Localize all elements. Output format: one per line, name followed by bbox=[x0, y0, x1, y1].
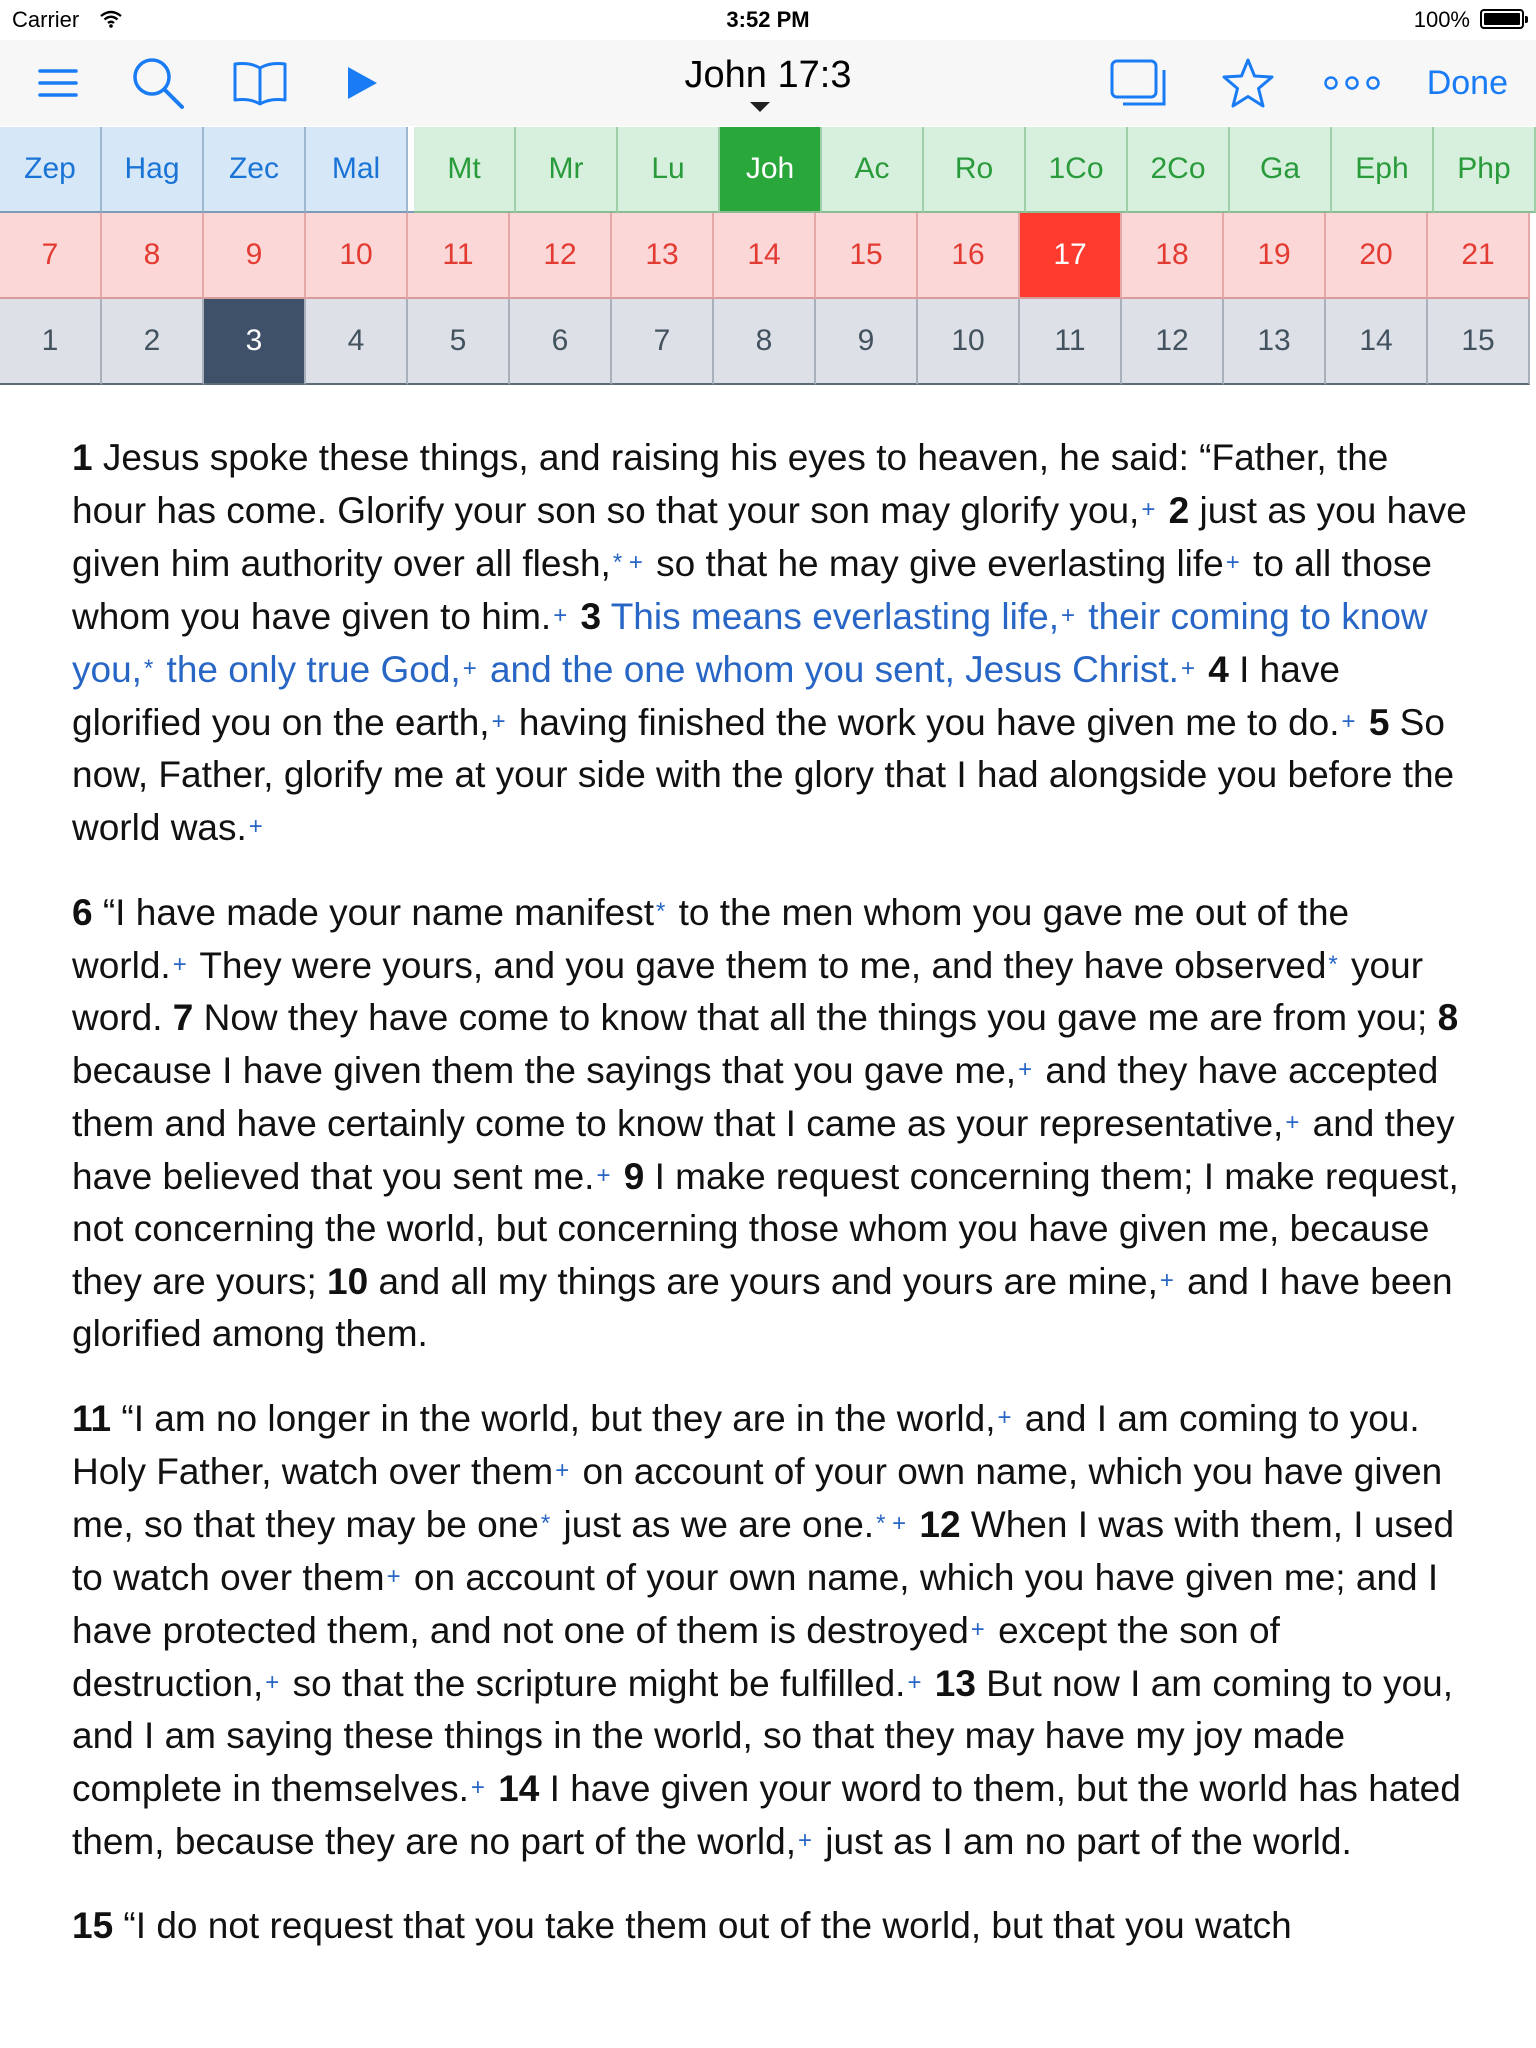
verse-text: “I do not request that you take them out of the world, but that you watch bbox=[113, 1905, 1292, 1946]
scripture-paragraph bbox=[72, 1392, 1472, 1868]
verse-text: your word. bbox=[72, 945, 1424, 1038]
verse-number[interactable]: 5 bbox=[1368, 702, 1390, 743]
cross-reference-marker[interactable]: + bbox=[1018, 1056, 1033, 1083]
book-tab-joh[interactable]: Joh bbox=[720, 127, 822, 213]
cross-reference-marker[interactable]: + bbox=[1225, 549, 1240, 576]
cross-reference-marker[interactable]: + bbox=[1141, 496, 1156, 523]
highlighted-verse-text[interactable]: the only true God, bbox=[156, 649, 461, 690]
chapter-tab[interactable]: 16 bbox=[918, 213, 1020, 299]
verse-text bbox=[924, 1663, 934, 1704]
verse-number[interactable]: 12 bbox=[919, 1504, 961, 1545]
footnote-marker[interactable]: * + bbox=[612, 549, 643, 576]
highlighted-verse-text[interactable]: This means everlasting life, bbox=[601, 596, 1059, 637]
verse-text: to all those whom you have given to him. bbox=[72, 543, 1433, 637]
chapter-tab[interactable]: 15 bbox=[816, 213, 918, 299]
cross-reference-marker[interactable]: + bbox=[248, 813, 263, 840]
scripture-paragraph bbox=[72, 886, 1472, 1360]
clock: 3:52 PM bbox=[726, 7, 810, 32]
chapter-tab-active[interactable]: 17 bbox=[1020, 213, 1122, 299]
verse-tab[interactable]: 2 bbox=[102, 299, 204, 385]
verse-text: I make request concerning them; I make request, not concerning the world, but concerning those whom you have given me, because they are yours; bbox=[72, 1156, 1459, 1302]
chapter-tab[interactable]: 11 bbox=[408, 213, 510, 299]
verse-text: on account of your own name, which you have given me, so that they may be one bbox=[72, 1451, 1443, 1545]
verse-number[interactable]: 15 bbox=[72, 1905, 114, 1946]
window-icon[interactable] bbox=[1108, 58, 1168, 108]
verse-tab[interactable]: 14 bbox=[1326, 299, 1428, 385]
highlighted-verse-text[interactable]: their coming to know you, bbox=[72, 596, 1428, 690]
book-tab-php[interactable]: Php bbox=[1434, 127, 1536, 213]
cross-reference-marker[interactable]: + bbox=[1285, 1109, 1300, 1136]
verse-text: because I have given them the sayings that you gave me, bbox=[72, 1050, 1017, 1091]
cross-reference-marker[interactable]: + bbox=[997, 1404, 1012, 1431]
verse-text: So now, Father, glorify me at your side with the glory that I had alongside you before the world was. bbox=[72, 702, 1455, 848]
cross-reference-marker[interactable]: + bbox=[555, 1457, 570, 1484]
chevron-down-icon[interactable] bbox=[750, 102, 770, 112]
book-tab-ga[interactable]: Ga bbox=[1230, 127, 1332, 213]
cross-reference-marker[interactable]: + bbox=[797, 1827, 812, 1854]
verse-text: But now I am coming to you, and I am saying these things in the world, so that they may have my joy made complete in themselves. bbox=[72, 1663, 1454, 1809]
book-tab-ro[interactable]: Ro bbox=[924, 127, 1026, 213]
verse-tab[interactable]: 8 bbox=[714, 299, 816, 385]
verse-tab[interactable]: 6 bbox=[510, 299, 612, 385]
verse-text bbox=[488, 1768, 498, 1809]
verse-text bbox=[1359, 702, 1369, 743]
chapter-tab[interactable]: 10 bbox=[306, 213, 408, 299]
cross-reference-marker[interactable]: + bbox=[1061, 602, 1076, 629]
chapter-tab[interactable]: 14 bbox=[714, 213, 816, 299]
star-icon[interactable] bbox=[1218, 58, 1278, 108]
cross-reference-marker[interactable]: + bbox=[1180, 655, 1195, 682]
book-tab-ac[interactable]: Ac bbox=[822, 127, 924, 213]
verse-number[interactable]: 14 bbox=[498, 1768, 540, 1809]
verse-text bbox=[909, 1504, 919, 1545]
verse-number[interactable]: 8 bbox=[1437, 997, 1459, 1038]
footnote-marker[interactable]: * bbox=[540, 1510, 551, 1537]
verse-text: and I am coming to you. Holy Father, watch over them bbox=[72, 1398, 1420, 1492]
book-tab-mt[interactable]: Mt bbox=[414, 127, 516, 213]
chapter-tab[interactable]: 7 bbox=[0, 213, 102, 299]
verse-number[interactable]: 7 bbox=[172, 997, 194, 1038]
scripture-paragraph bbox=[72, 1900, 1472, 1952]
verse-text: and they have believed that you sent me. bbox=[72, 1103, 1455, 1197]
book-tab-mal[interactable]: Mal bbox=[306, 127, 408, 213]
verse-number[interactable]: 2 bbox=[1168, 490, 1190, 531]
verse-text: on account of your own name, which you have given me; and I have protected them, and not one of them is destroyed bbox=[72, 1557, 1439, 1651]
cross-reference-marker[interactable]: + bbox=[596, 1162, 611, 1189]
book-tab-lu[interactable]: Lu bbox=[618, 127, 720, 213]
verse-text: and all my things are yours and yours are mine, bbox=[368, 1261, 1158, 1302]
verse-tab[interactable]: 13 bbox=[1224, 299, 1326, 385]
verse-text: so that the scripture might be fulfilled. bbox=[282, 1663, 906, 1704]
cross-reference-marker[interactable]: + bbox=[265, 1669, 280, 1696]
verse-tab[interactable]: 1 bbox=[0, 299, 102, 385]
cross-reference-marker[interactable]: + bbox=[553, 602, 568, 629]
cross-reference-marker[interactable]: + bbox=[907, 1669, 922, 1696]
verse-text: just as you have given him authority over all flesh, bbox=[72, 490, 1467, 584]
verse-number[interactable]: 11 bbox=[72, 1398, 112, 1439]
verse-text: so that he may give everlasting life bbox=[645, 543, 1224, 584]
footnote-marker[interactable]: * bbox=[143, 655, 154, 682]
book-tab-2co[interactable]: 2Co bbox=[1128, 127, 1230, 213]
battery-percent: 100% bbox=[1413, 7, 1470, 32]
cross-reference-marker[interactable]: + bbox=[1341, 708, 1356, 735]
verse-text: to the men whom you gave me out of the world. bbox=[72, 892, 1350, 986]
verse-text bbox=[1198, 649, 1208, 690]
verse-text: Jesus spoke these things, and raising his eyes to heaven, he said: “Father, the hour has come. Glorify your son so that your son may glorify you, bbox=[72, 437, 1389, 531]
cross-reference-marker[interactable]: + bbox=[172, 951, 187, 978]
cross-reference-marker[interactable]: + bbox=[462, 655, 477, 682]
scripture-paragraph bbox=[72, 432, 1472, 854]
verse-tab[interactable]: 9 bbox=[816, 299, 918, 385]
verse-tab[interactable]: 10 bbox=[918, 299, 1020, 385]
done-button[interactable]: Done bbox=[1426, 64, 1508, 102]
verse-number[interactable]: 1 bbox=[72, 437, 93, 478]
cross-reference-marker[interactable]: + bbox=[970, 1616, 985, 1643]
book-tab-zep[interactable]: Zep bbox=[0, 127, 102, 213]
highlighted-verse-text[interactable]: and the one whom you sent, Jesus Christ. bbox=[479, 649, 1179, 690]
verse-text bbox=[613, 1156, 623, 1197]
verse-tab[interactable]: 5 bbox=[408, 299, 510, 385]
verse-text: I have given your word to them, but the world has hated them, because they are no part of the world, bbox=[72, 1768, 1461, 1862]
verse-text: I have glorified you on the earth, bbox=[72, 649, 1340, 743]
footnote-marker[interactable]: * bbox=[1328, 951, 1338, 978]
footnote-marker[interactable]: * bbox=[656, 898, 666, 925]
chapter-tab[interactable]: 13 bbox=[612, 213, 714, 299]
chapter-tab[interactable]: 12 bbox=[510, 213, 612, 299]
verse-text: just as we are one. bbox=[553, 1504, 875, 1545]
verse-number[interactable]: 6 bbox=[72, 892, 93, 933]
verse-text: They were yours, and you gave them to me, and they have observed bbox=[189, 945, 1327, 986]
verse-text: just as I am no part of the world. bbox=[815, 1821, 1352, 1862]
verse-text: and I have been glorified among them. bbox=[72, 1261, 1453, 1354]
cross-reference-marker[interactable]: + bbox=[470, 1774, 485, 1801]
verse-tab[interactable]: 11 bbox=[1020, 299, 1122, 385]
verse-tab[interactable]: 7 bbox=[612, 299, 714, 385]
verse-text: and they have accepted them and have certainly come to know that I came as your representative, bbox=[72, 1050, 1439, 1144]
verse-number[interactable]: 13 bbox=[934, 1663, 976, 1704]
page-title[interactable]: John 17:3 bbox=[684, 54, 852, 96]
verse-tab-active[interactable]: 3 bbox=[204, 299, 306, 385]
verse-text: “I have made your name manifest bbox=[92, 892, 655, 933]
chapter-tab[interactable]: 9 bbox=[204, 213, 306, 299]
verse-text: having finished the work you have given me to do. bbox=[508, 702, 1340, 743]
status-bar bbox=[0, 0, 1536, 40]
more-icon[interactable] bbox=[1322, 58, 1382, 108]
chapter-tabs bbox=[0, 213, 1536, 299]
verse-tab[interactable]: 4 bbox=[306, 299, 408, 385]
book-tab-zec[interactable]: Zec bbox=[204, 127, 306, 213]
book-tab-eph[interactable]: Eph bbox=[1332, 127, 1434, 213]
verse-number[interactable]: 9 bbox=[623, 1156, 645, 1197]
scripture-text bbox=[72, 432, 1472, 1984]
verse-text: Now they have come to know that all the things you gave me are from you; bbox=[193, 997, 1438, 1038]
verse-text: “I am no longer in the world, but they are in the world, bbox=[111, 1398, 996, 1439]
verse-number[interactable]: 3 bbox=[580, 596, 602, 637]
verse-tab[interactable]: 15 bbox=[1428, 299, 1530, 385]
verse-tab[interactable]: 12 bbox=[1122, 299, 1224, 385]
verse-text: except the son of destruction, bbox=[72, 1610, 1280, 1704]
verse-text bbox=[570, 596, 580, 637]
chapter-tab[interactable]: 21 bbox=[1428, 213, 1530, 299]
battery-icon bbox=[1480, 9, 1524, 29]
verse-text bbox=[1158, 490, 1168, 531]
cross-reference-marker[interactable]: + bbox=[386, 1563, 401, 1590]
book-tab-1co[interactable]: 1Co bbox=[1026, 127, 1128, 213]
chapter-tab[interactable]: 8 bbox=[102, 213, 204, 299]
chapter-tab[interactable]: 19 bbox=[1224, 213, 1326, 299]
book-tab-hag[interactable]: Hag bbox=[102, 127, 204, 213]
nav-bar bbox=[0, 40, 1536, 126]
book-tab-mr[interactable]: Mr bbox=[516, 127, 618, 213]
cross-reference-marker[interactable]: + bbox=[491, 708, 506, 735]
cross-reference-marker[interactable]: + bbox=[1159, 1267, 1174, 1294]
chapter-tab[interactable]: 18 bbox=[1122, 213, 1224, 299]
verse-tabs bbox=[0, 299, 1536, 385]
book-tabs bbox=[0, 127, 1536, 213]
footnote-marker[interactable]: * + bbox=[876, 1510, 907, 1537]
verse-text: When I was with them, I used to watch over them bbox=[72, 1504, 1455, 1598]
carrier-label: Carrier bbox=[12, 7, 80, 32]
verse-number[interactable]: 4 bbox=[1208, 649, 1229, 690]
chapter-tab[interactable]: 20 bbox=[1326, 213, 1428, 299]
verse-number[interactable]: 10 bbox=[327, 1261, 369, 1302]
